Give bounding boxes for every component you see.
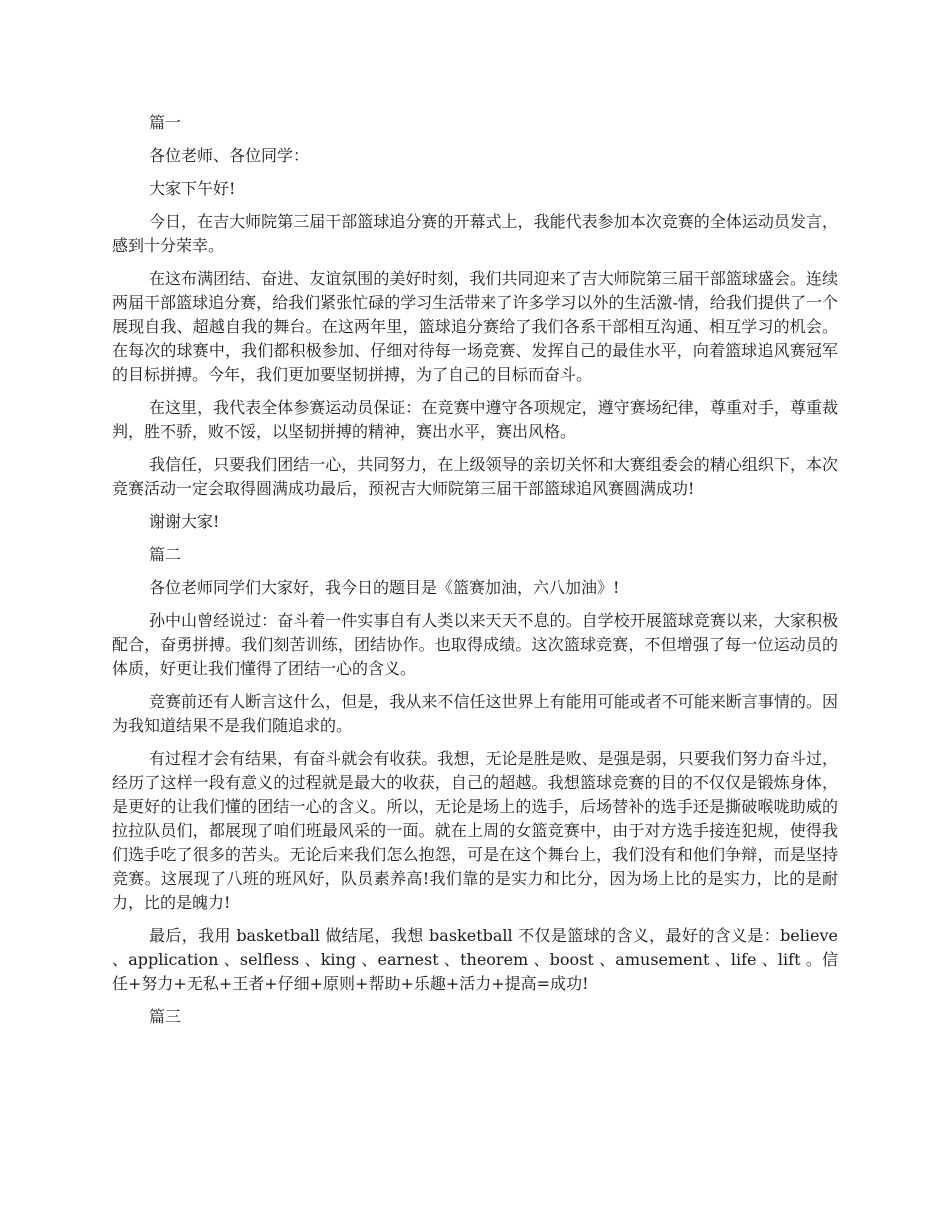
- paragraph: 最后，我用 basketball 做结尾，我想 basketball 不仅是篮球的含义，最好的含义是：believe 、application 、selfless 、king 、earnest 、theorem 、boost 、amusement 、life 、lift 。信任+努力+无私+王者+仔细+原则+帮助+乐趣+活力+提高=成功!: [112, 926, 838, 993]
- section-heading-3: 篇三: [149, 1007, 182, 1026]
- paragraph: 孙中山曾经说过：奋斗着一件实事自有人类以来天天不息的。自学校开展篮球竞赛以来，大家积极配合，奋勇拼搏。我们刻苦训练，团结协作。也取得成绩。这次篮球竞赛，不但增强了每一位运动员的体质，好更让我们懂得了团结一心的含义。: [112, 611, 838, 678]
- paragraph: 我信任，只要我们团结一心，共同努力，在上级领导的亲切关怀和大赛组委会的精心组织下，本次竞赛活动一定会取得圆满成功最后，预祝吉大师院第三届干部篮球追风赛圆满成功!: [112, 455, 838, 498]
- paragraph: 今日，在吉大师院第三届干部篮球追分赛的开幕式上，我能代表参加本次竞赛的全体运动员发言，感到十分荣幸。: [112, 212, 838, 255]
- paragraph: 在这里，我代表全体参赛运动员保证：在竞赛中遵守各项规定，遵守赛场纪律，尊重对手，尊重裁判，胜不骄，败不馁，以坚韧拼搏的精神，赛出水平，赛出风格。: [112, 398, 838, 441]
- paragraph: 竞赛前还有人断言这什么，但是，我从来不信任这世界上有能用可能或者不可能来断言事情的。因为我知道结果不是我们随追求的。: [112, 692, 838, 735]
- section-heading-1: 篇一: [149, 113, 182, 132]
- document-body: [112, 111, 838, 1038]
- closing-thanks: 谢谢大家!: [149, 512, 220, 531]
- paragraph: 有过程才会有结果，有奋斗就会有收获。我想，无论是胜是败、是强是弱，只要我们努力奋斗过，经历了这样一段有意义的过程就是最大的收获，自己的超越。我想篮球竞赛的目的不仅仅是锻炼身体，是更好的让我们懂的团结一心的含义。所以，无论是场上的选手，后场替补的选手还是撕破喉咙助威的拉拉队员们，都展现了咱们班最风采的一面。就在上周的女篮竞赛中，由于对方选手接连犯规，使得我们选手吃了很多的苦头。无论后来我们怎么抱怨，可是在这个舞台上，我们没有和他们争辩，而是坚持竞赛。这展现了八班的班风好，队员素养高!我们靠的是实力和比分，因为场上比的是实力，比的是耐力，比的是魄力!: [112, 749, 838, 912]
- salutation: 各位老师、各位同学：: [149, 146, 310, 165]
- greeting: 大家下午好!: [149, 179, 236, 198]
- section-heading-2: 篇二: [149, 545, 182, 564]
- salutation: 各位老师同学们大家好，我今日的题目是《篮赛加油，六八加油》!: [149, 578, 620, 597]
- paragraph: 在这布满团结、奋进、友谊氛围的美好时刻，我们共同迎来了吉大师院第三届干部篮球盛会。连续两届干部篮球追分赛，给我们紧张忙碌的学习生活带来了许多学习以外的生活激-情，给我们提供了一个展现自我、超越自我的舞台。在这两年里，篮球追分赛给了我们各系干部相互沟通、相互学习的机会。在每次的球赛中，我们都积极参加、仔细对待每一场竞赛、发挥自己的最佳水平，向着篮球追风赛冠军的目标拼搏。今年，我们更加要坚韧拼搏，为了自己的目标而奋斗。: [112, 269, 838, 384]
